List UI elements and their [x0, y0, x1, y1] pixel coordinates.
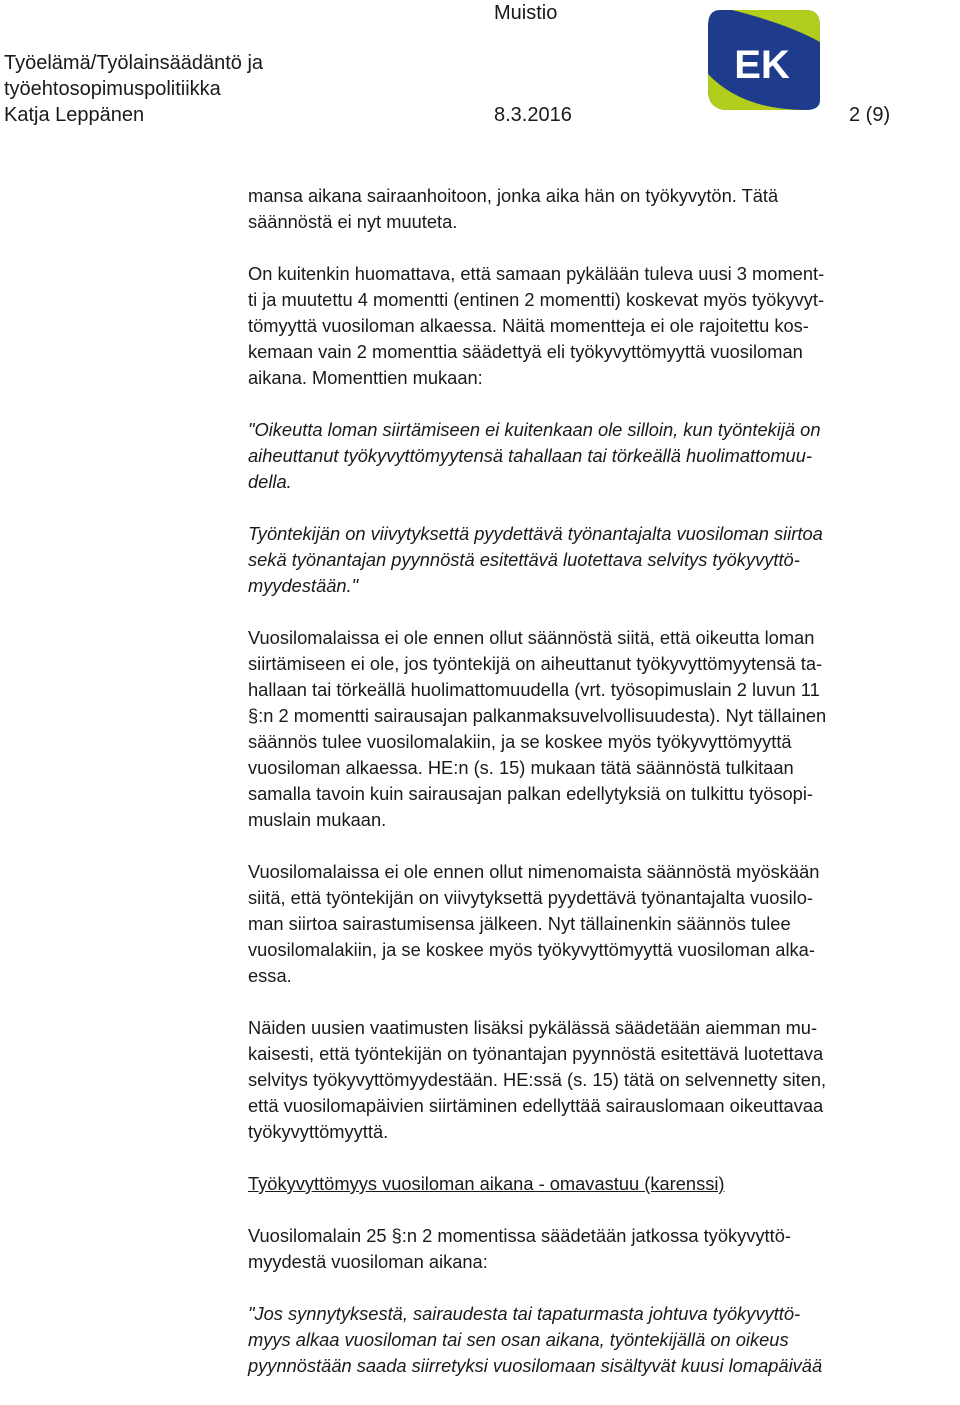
text-line: essa. [248, 965, 292, 986]
text-line: ti ja muutettu 4 momentti (entinen 2 momentti) koskevat myös työkyvyt- [248, 289, 825, 310]
text-line: siitä, että työntekijän on viivytyksettä pyydettävä työnantajalta vuosilo- [248, 887, 813, 908]
text-line: että vuosilomapäivien siirtäminen edellyttää sairauslomaan oikeuttavaa [248, 1095, 824, 1116]
text-line: Vuosilomalaissa ei ole ennen ollut säännöstä siitä, että oikeutta loman [248, 627, 815, 648]
text-line: tömyyttä vuosiloman alkaessa. Näitä momentteja ei ole rajoitettu kos- [248, 315, 809, 336]
text-line: mansa aikana sairaanhoitoon, jonka aika hän on työkyvytön. Tätä [248, 185, 779, 206]
section-heading [248, 1171, 960, 1197]
text-line: Näiden uusien vaatimusten lisäksi pykälässä säädetään aiemman mu- [248, 1017, 818, 1038]
text-line: siirtämiseen ei ole, jos työntekijä on aiheuttanut työkyvyttömyytensä ta- [248, 653, 823, 674]
text-line: vuosiloman alkaessa. HE:n (s. 15) mukaan tätä säännöstä tulkitaan [248, 757, 794, 778]
text-line: hallaan tai törkeällä huolimattomuudella (vrt. työsopimuslain 2 luvun 11 [248, 679, 820, 700]
paragraph [248, 261, 960, 391]
text-line: Vuosilomalaissa ei ole ennen ollut nimenomaista säännöstä myöskään [248, 861, 820, 882]
text-line: pyynnöstään saada siirretyksi vuosilomaan sisältyvät kuusi lomapäivää [248, 1355, 823, 1376]
text-line: kemaan vain 2 momenttia säädettyä eli työkyvyttömyyttä vuosiloman [248, 341, 803, 362]
document-body [248, 183, 960, 1405]
document-date: 8.3.2016 [494, 104, 572, 126]
text-line: Työkyvyttömyys vuosiloman aikana - omavastuu (karenssi) [248, 1173, 725, 1194]
paragraph [248, 183, 960, 235]
text-line: On kuitenkin huomattava, että samaan pykälään tuleva uusi 3 moment- [248, 263, 825, 284]
text-line: myydestään." [248, 575, 359, 596]
paragraph [248, 1223, 960, 1275]
paragraph [248, 859, 960, 989]
document-type: Muistio [494, 2, 558, 24]
text-line: sekä työnantajan pyynnöstä esitettävä luotettava selvitys työkyvyttö- [248, 549, 800, 570]
text-line: §:n 2 momentti sairausajan palkanmaksuvelvollisuudesta). Nyt tällainen [248, 705, 827, 726]
text-line: aikana. Momenttien mukaan: [248, 367, 483, 388]
quoted-paragraph [248, 417, 960, 495]
text-line: myys alkaa vuosiloman tai sen osan aikana, työntekijällä on oikeus [248, 1329, 789, 1350]
paragraph [248, 1015, 960, 1145]
text-line: Vuosilomalain 25 §:n 2 momentissa säädetään jatkossa työkyvyttö- [248, 1225, 791, 1246]
text-line: vuosilomalakiin, ja se koskee myös työkyvyttömyyttä vuosiloman alka- [248, 939, 815, 960]
paragraph [248, 625, 960, 833]
ek-logo-graphic [702, 2, 824, 114]
text-line: myydestä vuosiloman aikana: [248, 1251, 488, 1272]
page-number: 2 (9) [849, 104, 891, 126]
text-line: della. [248, 471, 292, 492]
department-line-1: Työelämä/Työlainsäädäntö ja [4, 52, 264, 74]
quoted-paragraph [248, 521, 960, 599]
text-line: samalla tavoin kuin sairausajan palkan edellytyksiä on tulkittu työsopi- [248, 783, 813, 804]
text-line: aiheuttanut työkyvyttömyytensä tahallaan tai törkeällä huolimattomuu- [248, 445, 812, 466]
text-line: työkyvyttömyyttä. [248, 1121, 389, 1142]
text-line: kaisesti, että työntekijän on työnantajan pyynnöstä esitettävä luotettava [248, 1043, 824, 1064]
text-line: "Jos synnytyksestä, sairaudesta tai tapaturmasta johtuva työkyvyttö- [248, 1303, 801, 1324]
text-line: man siirtoa sairastumisensa jälkeen. Nyt tällainenkin säännös tulee [248, 913, 791, 934]
text-line: Työntekijän on viivytyksettä pyydettävä työnantajalta vuosiloman siirtoa [248, 523, 823, 544]
text-line: säännös tulee vuosilomalakiin, ja se koskee myös työkyvyttömyyttä [248, 731, 792, 752]
text-line: selvitys työkyvyttömyydestään. HE:ssä (s. 15) tätä on selvennetty siten, [248, 1069, 827, 1090]
department-line-2: työehtosopimuspolitiikka [4, 78, 221, 100]
logo-text: EK [734, 43, 790, 87]
text-line: muslain mukaan. [248, 809, 387, 830]
text-line: "Oikeutta loman siirtämiseen ei kuitenkaan ole silloin, kun työntekijä on [248, 419, 821, 440]
author-name: Katja Leppänen [4, 104, 145, 126]
quoted-paragraph [248, 1301, 960, 1379]
ek-logo [702, 2, 824, 114]
text-line: säännöstä ei nyt muuteta. [248, 211, 458, 232]
